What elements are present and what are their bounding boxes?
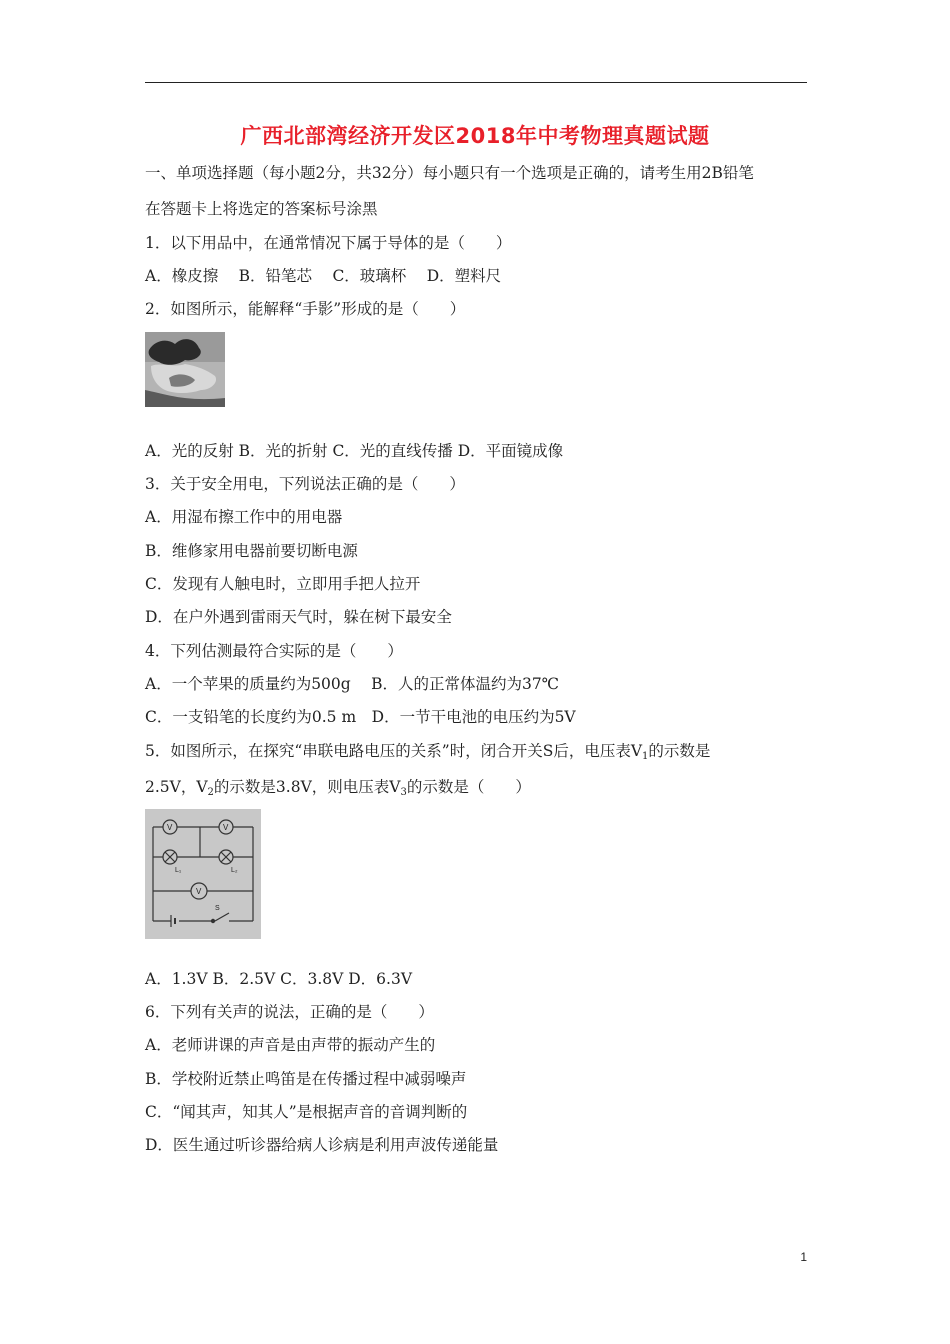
q5-text-part: 5．如图所示，在探究“串联电路电压的关系”时，闭合开关S后，电压表V: [145, 742, 643, 760]
question-6-option-c: C．“闻其声，知其人”是根据声音的音调判断的: [145, 1103, 468, 1121]
subscript-1: 1: [642, 751, 649, 762]
meter-label-v2: V: [223, 823, 229, 832]
page-number: 1: [800, 1250, 807, 1264]
question-3-stem: 3．关于安全用电，下列说法正确的是（ ）: [145, 475, 465, 493]
question-2-stem: 2．如图所示，能解释“手影”形成的是（ ）: [145, 300, 466, 318]
question-1-options: A．橡皮擦 B．铅笔芯 C．玻璃杯 D．塑料尺: [145, 267, 502, 285]
hand-shadow-photo: [145, 332, 225, 407]
switch-label: S: [215, 905, 220, 912]
lamp-label-l2: L₂: [231, 867, 238, 874]
question-5-stem-line2: [145, 777, 531, 803]
question-3-option-c: C．发现有人触电时，立即用手把人拉开: [145, 575, 421, 593]
question-3-option-a: A．用湿布擦工作中的用电器: [145, 508, 343, 526]
q5-text-part: 的示数是（ ）: [406, 778, 531, 796]
q5-text-part: 2.5V，V: [145, 778, 208, 796]
section-instructions-line2: 在答题卡上将选定的答案标号涂黑: [145, 200, 378, 218]
section-instructions-line1: 一、单项选择题（每小题2分，共32分）每小题只有一个选项是正确的，请考生用2B铅笔: [145, 164, 754, 182]
series-circuit-diagram: [145, 809, 261, 939]
question-5-options: A．1.3V B．2.5V C．3.8V D．6.3V: [145, 970, 413, 988]
question-6-option-b: B．学校附近禁止鸣笛是在传播过程中减弱噪声: [145, 1070, 467, 1088]
question-4-options-cd: C．一支铅笔的长度约为0.5 m D．一节干电池的电压约为5V: [145, 708, 576, 726]
q5-text-part: 的示数是3.8V，则电压表V: [213, 778, 401, 796]
question-5-stem-line1: [145, 741, 710, 767]
question-4-stem: 4．下列估测最符合实际的是（ ）: [145, 642, 403, 660]
question-1-stem: 1．以下用品中，在通常情况下属于导体的是（ ）: [145, 234, 512, 252]
question-3-option-b: B．维修家用电器前要切断电源: [145, 542, 358, 560]
subscript-3: 3: [400, 787, 407, 798]
question-3-option-d: D．在户外遇到雷雨天气时，躲在树下最安全: [145, 608, 452, 626]
meter-label-v1: V: [167, 823, 173, 832]
question-4-options-ab: A．一个苹果的质量约为500g B．人的正常体温约为37℃: [145, 675, 560, 693]
meter-label-v3: V: [196, 887, 202, 896]
subscript-2: 2: [207, 787, 214, 798]
question-6-option-d: D．医生通过听诊器给病人诊病是利用声波传递能量: [145, 1136, 499, 1154]
question-6-stem: 6．下列有关声的说法，正确的是（ ）: [145, 1003, 434, 1021]
q5-text-part: 的示数是: [648, 742, 711, 760]
question-2-options: A．光的反射 B．光的折射 C．光的直线传播 D．平面镜成像: [145, 442, 564, 460]
document-title: 广西北部湾经济开发区2018年中考物理真题试题: [240, 124, 710, 148]
question-6-option-a: A．老师讲课的声音是由声带的振动产生的: [145, 1036, 436, 1054]
lamp-label-l1: L₁: [175, 867, 182, 874]
header-rule: [145, 82, 807, 83]
